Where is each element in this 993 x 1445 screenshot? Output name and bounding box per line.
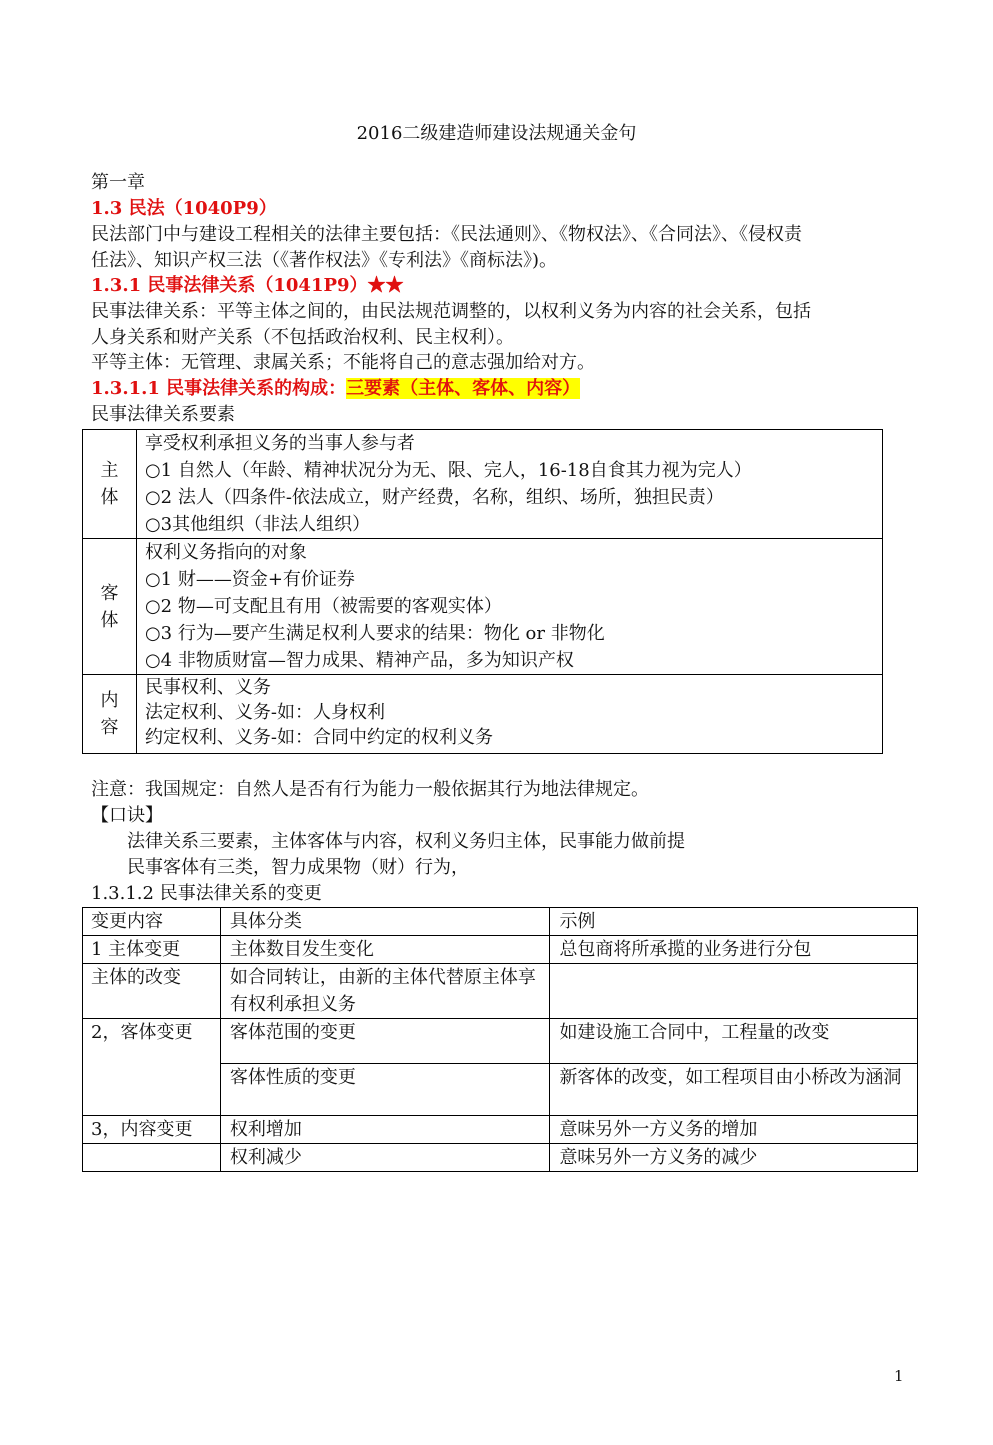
page-number: 1 (894, 1367, 904, 1385)
object-line: ○4 非物质财富—智力成果、精神产品，多为知识产权 (144, 650, 574, 671)
page-title: 2016二级建造师建设法规通关金句 (356, 123, 637, 144)
content-line: 法定权利、义务-如：人身权利 (144, 702, 386, 723)
subject-line: ○1 自然人（年龄、精神状况分为无、限、完人，16-18自食其力视为完人） (144, 460, 752, 481)
table-cell: 2，客体变更 (83, 1019, 221, 1116)
note-text: 注意：我国规定：自然人是否有行为能力一般依据其行为地法律规定。 (91, 779, 649, 800)
subject-line: 享受权利承担义务的当事人参与者 (144, 433, 415, 454)
table-cell: 意味另外一方义务的增加 (550, 1116, 918, 1144)
change-table (82, 907, 918, 1172)
section-1-3-1-heading: 1.3.1 民事法律关系（1041P9）★★ (91, 275, 404, 296)
content-label-2: 容 (100, 717, 119, 738)
table-cell: 1 主体变更 (83, 936, 221, 964)
section-1-3-1-para-line2: 人身关系和财产关系（不包括政治权利、民主权利）。 (91, 327, 514, 348)
elements-row-object (83, 539, 883, 675)
object-line: ○2 物—可支配且有用（被需要的客观实体） (144, 596, 502, 617)
table-cell: 如建设施工合同中，工程量的改变 (550, 1019, 918, 1064)
table-cell: 客体性质的变更 (220, 1064, 550, 1116)
table-cell: 如合同转让，由新的主体代替原主体享有权利承担义务 (220, 964, 550, 1019)
header-example: 示例 (550, 908, 918, 936)
object-line: ○3 行为—要产生满足权利人要求的结果：物化 or 非物化 (144, 623, 605, 644)
object-label-2: 体 (100, 609, 119, 631)
table-row (83, 1116, 918, 1144)
mnemonic-line-1: 法律关系三要素，主体客体与内容，权利义务归主体，民事能力做前提 (127, 831, 685, 852)
elements-table (82, 429, 883, 754)
table-cell: 主体数目发生变化 (220, 936, 550, 964)
table-row (83, 936, 918, 964)
table-cell: 权利增加 (220, 1116, 550, 1144)
table-row (83, 964, 918, 1019)
section-1-3-1-1-heading (91, 376, 580, 402)
table-cell: 总包商将所承揽的业务进行分包 (550, 936, 918, 964)
table-cell: 意味另外一方义务的减少 (550, 1144, 918, 1172)
subject-label-1: 主 (100, 460, 119, 481)
content-line: 约定权利、义务-如：合同中约定的权利义务 (144, 727, 494, 748)
table-cell: 权利减少 (220, 1144, 550, 1172)
content-line: 民事权利、义务 (144, 677, 271, 698)
mnemonic-title: 【口诀】 (91, 805, 163, 826)
object-line: ○1 财——资金+有价证券 (144, 569, 355, 590)
elements-row-content (83, 675, 883, 754)
mnemonic-line-2: 民事客体有三类，智力成果物（财）行为， (127, 857, 469, 878)
section-1-3-1-2-heading: 1.3.1.2 民事法律关系的变更 (91, 883, 322, 904)
table-cell: 3，内容变更 (83, 1116, 221, 1144)
header-category: 具体分类 (220, 908, 550, 936)
table-row (83, 1019, 918, 1064)
elements-table-caption: 民事法律关系要素 (91, 404, 235, 425)
section-1-3-heading: 1.3 民法（1040P9） (91, 198, 277, 219)
chapter-heading: 第一章 (91, 172, 145, 193)
content-label-cell (83, 675, 137, 754)
section-1-3-para-line2: 任法》、知识产权三法（《著作权法》《专利法》《商标法》)。 (91, 250, 558, 271)
object-content-cell (136, 539, 882, 675)
section-1-3-1-para-line3: 平等主体：无管理、隶属关系；不能将自己的意志强加给对方。 (91, 352, 595, 373)
object-label-cell (83, 539, 137, 675)
change-table-header-row (83, 908, 918, 936)
object-label-1: 客 (100, 582, 119, 604)
subject-label-2: 体 (100, 487, 119, 508)
table-row (83, 1144, 918, 1172)
section-1-3-1-para-line1: 民事法律关系：平等主体之间的，由民法规范调整的，以权利义务为内容的社会关系，包括 (91, 301, 811, 322)
table-cell: 客体范围的变更 (220, 1019, 550, 1064)
header-change-content: 变更内容 (83, 908, 221, 936)
table-cell: 新客体的改变，如工程项目由小桥改为涵洞 (550, 1064, 918, 1116)
elements-row-subject (83, 430, 883, 539)
highlighted-three-elements: 三要素（主体、客体、内容） (346, 378, 581, 399)
object-line: 权利义务指向的对象 (144, 542, 307, 563)
table-cell: 主体的改变 (83, 964, 221, 1019)
content-label-1: 内 (100, 690, 119, 711)
content-content-cell (136, 675, 882, 754)
section-1-3-para-line1: 民法部门中与建设工程相关的法律主要包括：《民法通则》、《物权法》、《合同法》、《侵权责 (91, 224, 802, 245)
subject-line: ○3其他组织（非法人组织） (144, 514, 371, 535)
subject-label-cell (83, 430, 137, 539)
subject-line: ○2 法人（四条件-依法成立，财产经费，名称，组织、场所，独担民责） (144, 487, 724, 508)
table-cell (550, 964, 918, 1019)
subject-content-cell (136, 430, 882, 539)
table-cell (83, 1144, 221, 1172)
section-1-3-1-1-heading-text: 1.3.1.1 民事法律关系的构成： (91, 378, 347, 399)
